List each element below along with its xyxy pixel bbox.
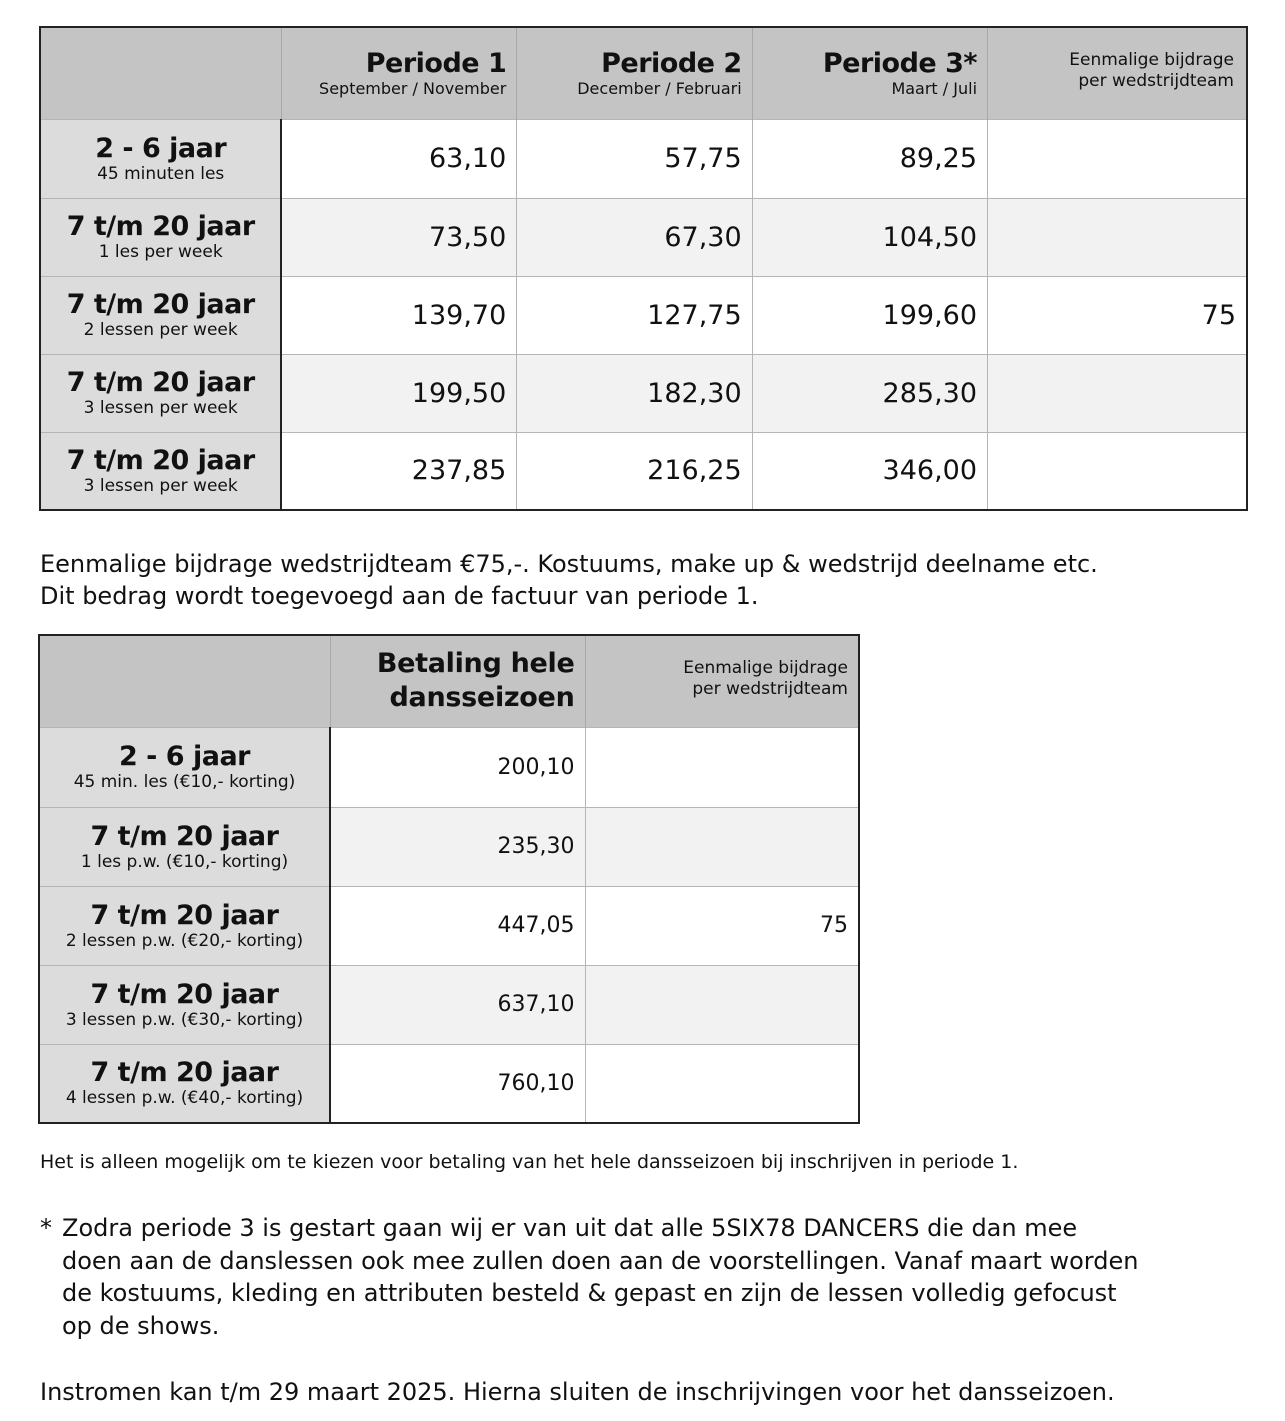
whole-season-note: Het is alleen mogelijk om te kiezen voor betaling van het hele dansseizoen bij inschrijven in periode 1. (40, 1151, 1019, 1173)
price-cell: 127,75 (517, 276, 752, 354)
price-cell: 89,25 (752, 119, 987, 198)
row-label: 2 - 6 jaar 45 minuten les (40, 119, 281, 198)
contribution-cell (988, 119, 1247, 198)
table-row (40, 119, 1247, 198)
header-empty-cell (40, 27, 281, 119)
row-label: 7 t/m 20 jaar 1 les p.w. (€10,- korting) (39, 807, 330, 886)
price-cell: 285,30 (752, 354, 987, 432)
note-line: Eenmalige bijdrage wedstrijdteam €75,-. Kostuums, make up & wedstrijd deelname etc. (40, 550, 1098, 578)
header-row (39, 635, 859, 727)
footnote-line: de kostuums, kleding en attributen besteld & gepast en zijn de lessen volledig gefocust (62, 1279, 1117, 1307)
footnote-line: op de shows. (62, 1311, 220, 1340)
price-cell: 237,85 (281, 432, 516, 510)
header-one-time-contribution: Eenmalige bijdrage per wedstrijdteam (585, 635, 859, 727)
header-one-time-contribution: Eenmalige bijdrage per wedstrijdteam (988, 27, 1247, 119)
footnote-star: * (40, 1214, 52, 1242)
table-row (39, 886, 859, 965)
price-cell: 235,30 (330, 807, 585, 886)
competition-team-note (40, 548, 1260, 612)
season-price-table (38, 634, 860, 1124)
table-row (40, 432, 1247, 510)
header-row (40, 27, 1247, 119)
contribution-cell: 75 (585, 886, 859, 965)
price-cell: 637,10 (330, 965, 585, 1044)
table-row (39, 807, 859, 886)
price-cell: 63,10 (281, 119, 516, 198)
footnote-line: doen aan de danslessen ook mee zullen doen aan de voorstellingen. Vanaf maart worden (62, 1246, 1139, 1275)
row-label: 7 t/m 20 jaar 2 lessen per week (40, 276, 281, 354)
header-period-2: Periode 2 December / Februari (517, 27, 752, 119)
contribution-cell (988, 198, 1247, 276)
footnote-text (62, 1212, 1260, 1342)
contribution-cell (585, 727, 859, 807)
price-cell: 67,30 (517, 198, 752, 276)
price-cell: 182,30 (517, 354, 752, 432)
row-label: 2 - 6 jaar 45 min. les (€10,- korting) (39, 727, 330, 807)
price-cell: 199,60 (752, 276, 987, 354)
period-price-table (39, 26, 1248, 511)
row-label: 7 t/m 20 jaar 3 lessen per week (40, 354, 281, 432)
table-row (39, 727, 859, 807)
contribution-cell (988, 354, 1247, 432)
row-label: 7 t/m 20 jaar 3 lessen p.w. (€30,- korting) (39, 965, 330, 1044)
price-cell: 346,00 (752, 432, 987, 510)
header-empty-cell (39, 635, 330, 727)
price-cell: 57,75 (517, 119, 752, 198)
price-cell: 200,10 (330, 727, 585, 807)
period-3-footnote (40, 1212, 1260, 1342)
table-row (40, 354, 1247, 432)
header-period-3: Periode 3* Maart / Juli (752, 27, 987, 119)
table-row (40, 276, 1247, 354)
price-cell: 104,50 (752, 198, 987, 276)
table-row (40, 198, 1247, 276)
price-cell: 760,10 (330, 1044, 585, 1123)
contribution-cell (585, 965, 859, 1044)
enrollment-deadline-note: Instromen kan t/m 29 maart 2025. Hierna sluiten de inschrijvingen voor het dansseizoen. (40, 1378, 1115, 1406)
footnote-line: Zodra periode 3 is gestart gaan wij er van uit dat alle 5SIX78 DANCERS die dan mee (62, 1214, 1078, 1242)
row-label: 7 t/m 20 jaar 4 lessen p.w. (€40,- korting) (39, 1044, 330, 1123)
row-label: 7 t/m 20 jaar 1 les per week (40, 198, 281, 276)
table-row (39, 1044, 859, 1123)
header-whole-season: Betaling hele dansseizoen (330, 635, 585, 727)
price-cell: 447,05 (330, 886, 585, 965)
note-line: Dit bedrag wordt toegevoegd aan de factuur van periode 1. (40, 582, 759, 610)
row-label: 7 t/m 20 jaar 3 lessen per week (40, 432, 281, 510)
contribution-cell: 75 (988, 276, 1247, 354)
table-row (39, 965, 859, 1044)
price-cell: 139,70 (281, 276, 516, 354)
header-period-1: Periode 1 September / November (281, 27, 516, 119)
price-cell: 199,50 (281, 354, 516, 432)
price-cell: 73,50 (281, 198, 516, 276)
contribution-cell (585, 807, 859, 886)
contribution-cell (988, 432, 1247, 510)
contribution-cell (585, 1044, 859, 1123)
row-label: 7 t/m 20 jaar 2 lessen p.w. (€20,- korting) (39, 886, 330, 965)
price-cell: 216,25 (517, 432, 752, 510)
